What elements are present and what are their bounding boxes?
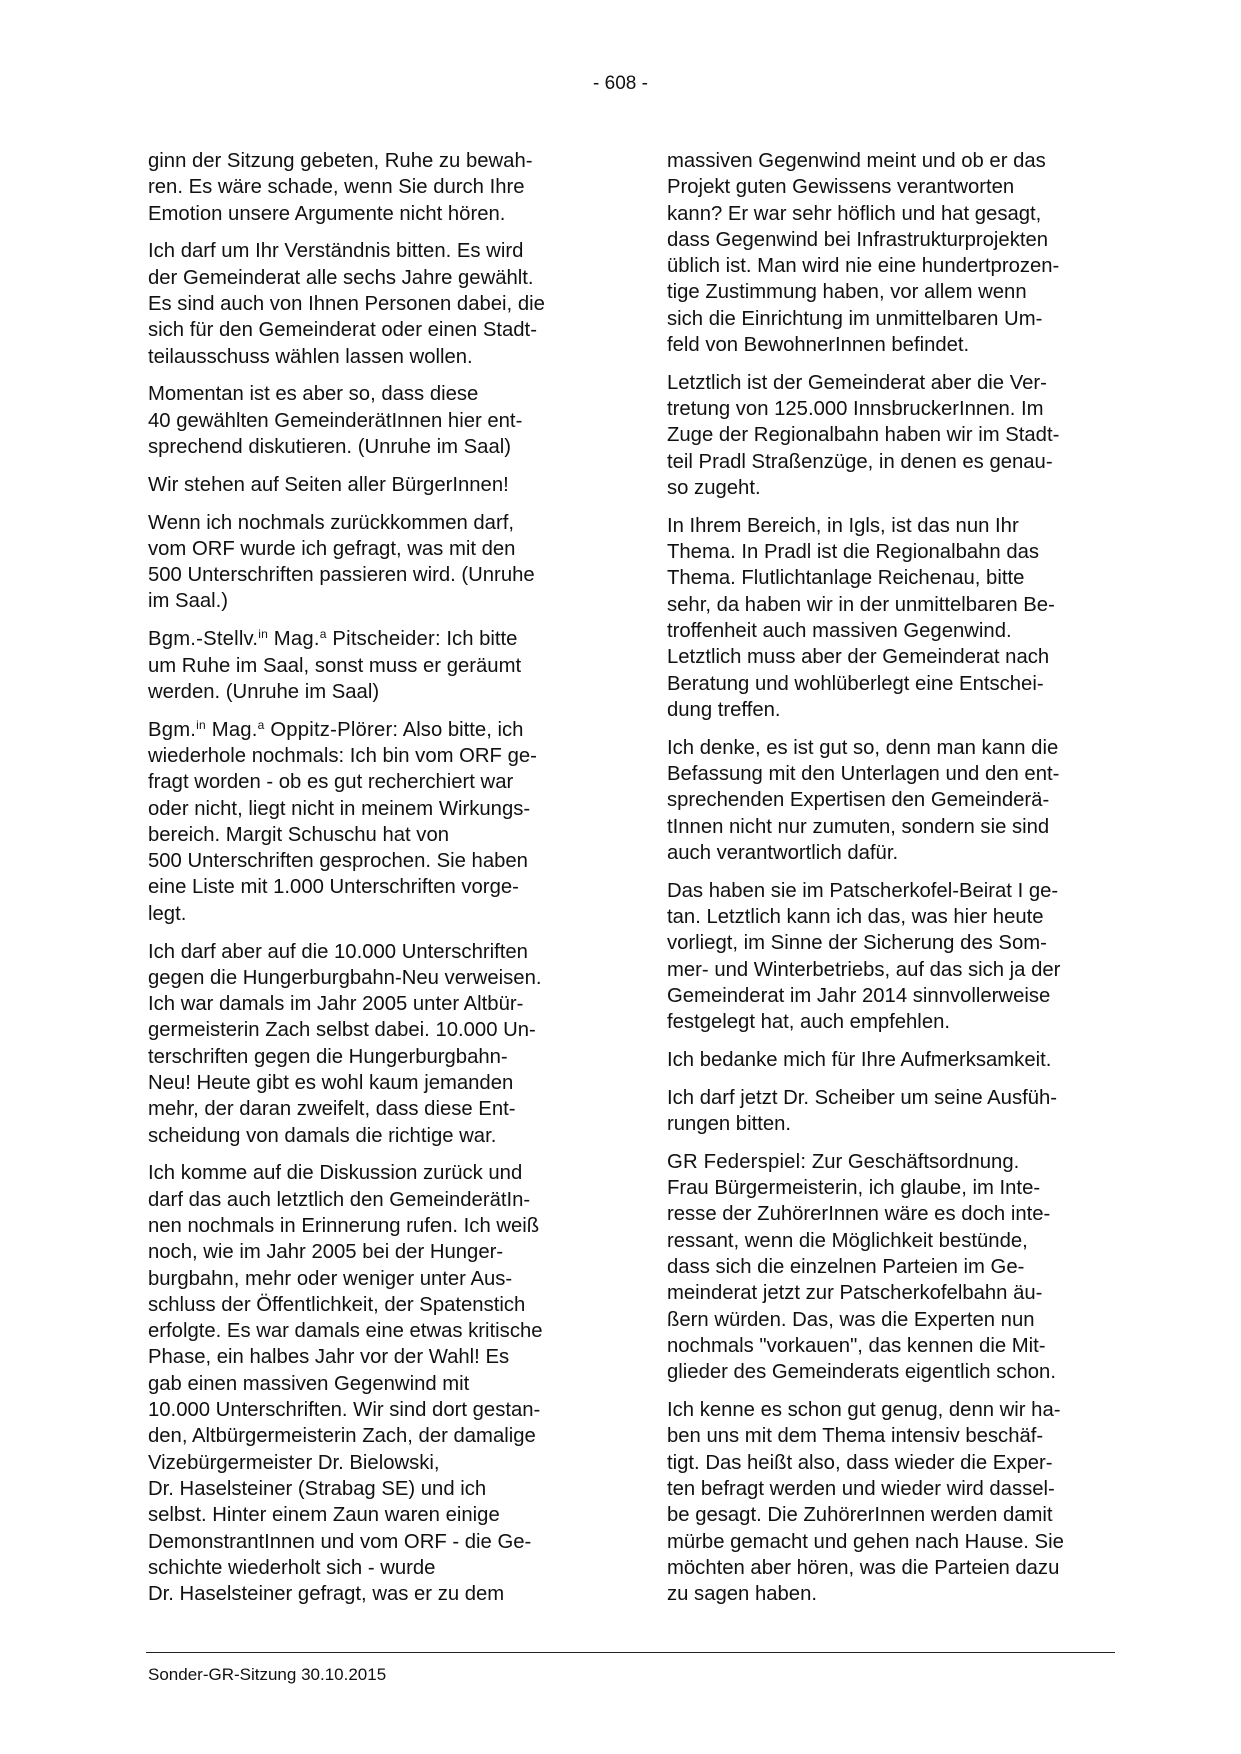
text-line: nochmals "vorkauen", das kennen die Mit- xyxy=(667,1334,1046,1357)
text-line: möchten aber hören, was die Parteien dazu xyxy=(667,1556,1060,1579)
text-line: oder nicht, liegt nicht in meinem Wirkungs- xyxy=(148,797,531,820)
text-line: gab einen massiven Gegenwind mit xyxy=(148,1372,470,1395)
text-line: Momentan ist es aber so, dass diese xyxy=(148,383,479,406)
left-paragraph-3 xyxy=(148,381,608,460)
text-line: Es sind auch von Ihnen Personen dabei, die xyxy=(148,292,545,315)
text-line: Befassung mit den Unterlagen und den ent- xyxy=(667,763,1060,786)
text-line: dung treffen. xyxy=(667,698,781,721)
text-line: erfolgte. Es war damals eine etwas kritische xyxy=(148,1320,543,1343)
text-line: Thema. Flutlichtanlage Reichenau, bitte xyxy=(667,567,1025,590)
text-line: germeisterin Zach selbst dabei. 10.000 Un- xyxy=(148,1019,536,1042)
text-line: Ich kenne es schon gut genug, denn wir ha- xyxy=(667,1399,1061,1422)
text-line: 40 gewählten GemeinderätInnen hier ent- xyxy=(148,409,523,432)
text-line: tige Zustimmung haben, vor allem wenn xyxy=(667,281,1027,304)
text-line: sich für den Gemeinderat oder einen Stadt- xyxy=(148,319,537,342)
speaker-title: Bgm. xyxy=(148,718,197,741)
speaker-name xyxy=(148,628,441,650)
text-line: ten befragt werden und wieder wird dassel- xyxy=(667,1477,1055,1500)
text-line: burgbahn, mehr oder weniger unter Aus- xyxy=(148,1267,513,1290)
text-line: vom ORF wurde ich gefragt, was mit den xyxy=(148,537,516,560)
speaker-surname: Pitscheider: xyxy=(326,628,441,651)
text-line: mehr, der daran zweifelt, dass diese Ent- xyxy=(148,1098,516,1121)
text-line: auch verantwortlich dafür. xyxy=(667,841,899,864)
text-line: Ich bitte xyxy=(440,628,518,651)
text-line: ben uns mit dem Thema intensiv beschäf- xyxy=(667,1425,1044,1448)
right-paragraph-6 xyxy=(667,1047,1127,1073)
text-line: legt. xyxy=(148,902,187,925)
text-line: meinderat jetzt zur Patscherkofelbahn äu- xyxy=(667,1282,1043,1305)
text-line: rungen bitten. xyxy=(667,1113,792,1136)
text-line: werden. (Unruhe im Saal) xyxy=(148,680,380,703)
text-line: Wir stehen auf Seiten aller BürgerInnen! xyxy=(148,473,509,496)
text-line: Vizebürgermeister Dr. Bielowski, xyxy=(148,1451,440,1474)
superscript: in xyxy=(196,717,206,732)
text-line: scheidung von damals die richtige war. xyxy=(148,1124,497,1147)
text-line: Das haben sie im Patscherkofel-Beirat I ge- xyxy=(667,879,1059,902)
text-line: den, Altbürgermeisterin Zach, der damalige xyxy=(148,1425,536,1448)
right-paragraph-2 xyxy=(667,370,1127,501)
text-line: Ich denke, es ist gut so, denn man kann die xyxy=(667,736,1059,759)
left-paragraph-4 xyxy=(148,472,608,498)
text-line: Zur Geschäftsordnung. xyxy=(806,1150,1020,1173)
text-line: Ich darf aber auf die 10.000 Unterschriften xyxy=(148,940,528,963)
text-line: massiven Gegenwind meint und ob er das xyxy=(667,150,1046,172)
text-line: Zuge der Regionalbahn haben wir im Stadt- xyxy=(667,424,1060,447)
text-line: zu sagen haben. xyxy=(667,1583,817,1606)
text-line: glieder des Gemeinderats eigentlich schon. xyxy=(667,1361,1056,1384)
text-line: Ich darf jetzt Dr. Scheiber um seine Ausfüh- xyxy=(667,1086,1058,1109)
text-line: fragt worden - ob es gut recherchiert war xyxy=(148,771,514,794)
left-paragraph-1 xyxy=(148,148,608,227)
text-line: noch, wie im Jahr 2005 bei der Hunger- xyxy=(148,1241,504,1264)
text-line: selbst. Hinter einem Zaun waren einige xyxy=(148,1504,500,1527)
text-line: Letztlich muss aber der Gemeinderat nach xyxy=(667,646,1050,669)
text-line: der Gemeinderat alle sechs Jahre gewählt. xyxy=(148,266,534,289)
text-line: ßern würden. Das, was die Experten nun xyxy=(667,1308,1035,1331)
text-line: Frau Bürgermeisterin, ich glaube, im Inte- xyxy=(667,1177,1041,1200)
left-paragraph-7 xyxy=(148,717,608,927)
text-line: Gemeinderat im Jahr 2014 sinnvollerweise xyxy=(667,984,1051,1007)
page-number: - 608 - xyxy=(593,73,648,94)
right-paragraph-9 xyxy=(667,1397,1127,1607)
text-line: wiederhole nochmals: Ich bin vom ORF ge- xyxy=(148,744,537,767)
text-line: vorliegt, im Sinne der Sicherung des Som- xyxy=(667,932,1047,955)
footer-divider xyxy=(146,1652,1115,1653)
right-paragraph-3 xyxy=(667,513,1127,723)
text-line: darf das auch letztlich den GemeinderätIn- xyxy=(148,1188,531,1211)
text-line: Phase, ein halbes Jahr vor der Wahl! Es xyxy=(148,1346,510,1369)
text-line: troffenheit auch massiven Gegenwind. xyxy=(667,620,1012,643)
text-line: sich die Einrichtung im unmittelbaren Um- xyxy=(667,307,1043,330)
text-line: teilausschuss wählen lassen wollen. xyxy=(148,345,473,368)
text-line: sprechend diskutieren. (Unruhe im Saal) xyxy=(148,435,511,458)
speaker-name xyxy=(148,719,398,741)
speaker-title: Bgm.-Stellv. xyxy=(148,628,259,651)
text-line: im Saal.) xyxy=(148,590,229,613)
right-paragraph-1 xyxy=(667,148,1127,358)
text-line: tan. Letztlich kann ich das, was hier heute xyxy=(667,906,1044,929)
text-line: Letztlich ist der Gemeinderat aber die Ver- xyxy=(667,371,1047,394)
right-paragraph-7 xyxy=(667,1085,1127,1138)
right-paragraph-8 xyxy=(667,1149,1127,1386)
text-line: nen nochmals in Erinnerung rufen. Ich weiß xyxy=(148,1214,540,1237)
text-line: sprechenden Expertisen den Gemeinderä- xyxy=(667,789,1050,812)
text-line: ginn der Sitzung gebeten, Ruhe zu bewah- xyxy=(148,150,533,172)
text-line: teil Pradl Straßenzüge, in denen es genau- xyxy=(667,450,1053,473)
text-line: festgelegt hat, auch empfehlen. xyxy=(667,1011,951,1034)
text-line: Wenn ich nochmals zurückkommen darf, xyxy=(148,511,514,534)
speaker-title: Mag. xyxy=(205,718,258,741)
text-line: ren. Es wäre schade, wenn Sie durch Ihre xyxy=(148,176,525,199)
right-paragraph-4 xyxy=(667,735,1127,866)
text-line: Beratung und wohlüberlegt eine Entschei- xyxy=(667,672,1044,695)
text-line: Neu! Heute gibt es wohl kaum jemanden xyxy=(148,1072,514,1094)
text-line: gegen die Hungerburgbahn-Neu verweisen. xyxy=(148,966,542,989)
left-column xyxy=(148,148,608,1619)
text-line: tigt. Das heißt also, dass wieder die Exper- xyxy=(667,1451,1053,1474)
speaker-name: GR Federspiel: xyxy=(667,1150,807,1173)
text-line: schluss der Öffentlichkeit, der Spatenstich xyxy=(148,1293,526,1316)
text-line: tInnen nicht nur zumuten, sondern sie sind xyxy=(667,815,1050,838)
text-line: Dr. Haselsteiner (Strabag SE) und ich xyxy=(148,1477,487,1500)
text-line: 500 Unterschriften gesprochen. Sie haben xyxy=(148,850,528,873)
text-line: mer- und Winterbetriebs, auf das sich ja der xyxy=(667,958,1061,981)
footer-session-label: Sonder-GR-Sitzung 30.10.2015 xyxy=(148,1665,387,1684)
text-line: be gesagt. Die ZuhörerInnen werden damit xyxy=(667,1504,1053,1527)
right-paragraph-5 xyxy=(667,878,1127,1036)
left-paragraph-9 xyxy=(148,1160,608,1607)
text-line: 10.000 Unterschriften. Wir sind dort gestan- xyxy=(148,1399,541,1422)
left-paragraph-5 xyxy=(148,510,608,615)
text-line: resse der ZuhörerInnen wäre es doch inte- xyxy=(667,1203,1051,1226)
text-line: Thema. In Pradl ist die Regionalbahn das xyxy=(667,541,1040,564)
right-column xyxy=(667,148,1127,1619)
text-line: Ich darf um Ihr Verständnis bitten. Es wird xyxy=(148,240,524,263)
text-line: Projekt guten Gewissens verantworten xyxy=(667,176,1015,199)
text-line: dass sich die einzelnen Parteien im Ge- xyxy=(667,1256,1025,1279)
speaker-surname: Oppitz-Plörer: xyxy=(264,718,399,741)
text-line: so zugeht. xyxy=(667,477,761,500)
speaker-title: Mag. xyxy=(267,628,320,651)
text-line: schichte wiederholt sich - wurde xyxy=(148,1556,436,1579)
superscript: a xyxy=(257,717,265,732)
text-line: mürbe gemacht und gehen nach Hause. Sie xyxy=(667,1530,1064,1553)
text-line: Also bitte, ich xyxy=(398,718,524,741)
text-line: 500 Unterschriften passieren wird. (Unruhe xyxy=(148,564,535,587)
left-paragraph-6 xyxy=(148,626,608,705)
text-line: Dr. Haselsteiner gefragt, was er zu dem xyxy=(148,1583,505,1606)
text-line: Ich bedanke mich für Ihre Aufmerksamkeit. xyxy=(667,1049,1052,1071)
text-line: Ich komme auf die Diskussion zurück und xyxy=(148,1162,523,1185)
superscript: a xyxy=(319,627,327,642)
text-line: Ich war damals im Jahr 2005 unter Altbür- xyxy=(148,993,524,1016)
superscript: in xyxy=(258,627,268,642)
text-line: terschriften gegen die Hungerburgbahn- xyxy=(148,1045,508,1068)
text-line: ressant, wenn die Möglichkeit bestünde, xyxy=(667,1229,1028,1252)
text-line: In Ihrem Bereich, in Igls, ist das nun Ihr xyxy=(667,514,1019,537)
text-line: tretung von 125.000 InnsbruckerInnen. Im xyxy=(667,398,1044,421)
left-paragraph-2 xyxy=(148,238,608,369)
text-line: DemonstrantInnen und vom ORF - die Ge- xyxy=(148,1530,532,1553)
text-line: bereich. Margit Schuschu hat von xyxy=(148,823,450,846)
text-line: Emotion unsere Argumente nicht hören. xyxy=(148,202,506,225)
text-line: um Ruhe im Saal, sonst muss er geräumt xyxy=(148,654,522,677)
left-paragraph-8 xyxy=(148,939,608,1149)
text-line: sehr, da haben wir in der unmittelbaren Be- xyxy=(667,593,1055,616)
text-line: kann? Er war sehr höflich und hat gesagt, xyxy=(667,202,1042,225)
text-line: üblich ist. Man wird nie eine hundertprozen- xyxy=(667,255,1060,278)
text-line: feld von BewohnerInnen befindet. xyxy=(667,334,970,357)
text-line: dass Gegenwind bei Infrastrukturprojekten xyxy=(667,228,1049,251)
text-line: eine Liste mit 1.000 Unterschriften vorge- xyxy=(148,876,519,899)
